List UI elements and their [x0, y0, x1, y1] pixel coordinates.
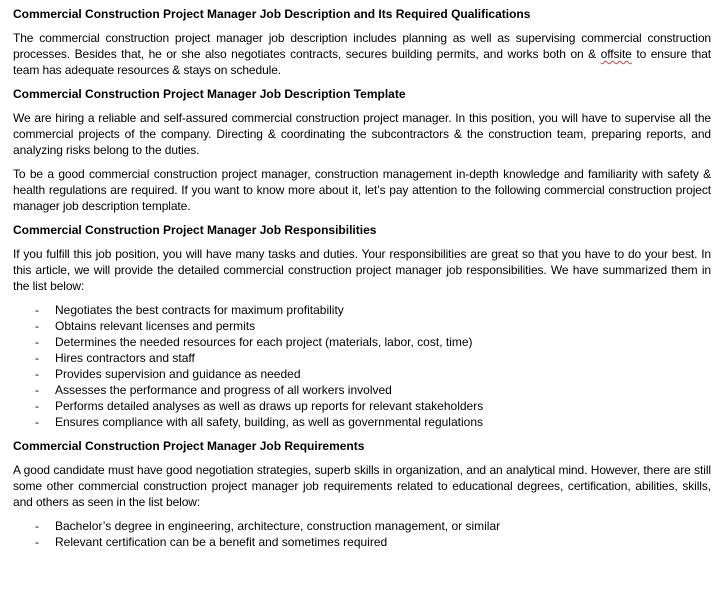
bullet-dash: -	[35, 383, 39, 397]
list-item	[13, 302, 711, 318]
heading-responsibilities: Commercial Construction Project Manager Job Responsibilities	[13, 223, 377, 237]
list-item	[13, 366, 711, 382]
paragraph-knowledge: To be a good commercial construction project manager, construction management in-depth knowledge and familiarity with safety & health regulations are required. If you want to know more about it, let’s pay attention to the following commercial construction project manager job description template.	[13, 167, 711, 213]
list-item-text: Obtains relevant licenses and permits	[55, 319, 256, 333]
paragraph-intro	[13, 30, 711, 78]
list-item-text: Determines the needed resources for each project (materials, labor, cost, time)	[55, 335, 473, 349]
bullet-dash: -	[35, 367, 39, 381]
intro-text-b: to ensure that team has adequate resources & stays on schedule.	[13, 47, 712, 77]
list-item	[13, 350, 711, 366]
bullet-dash: -	[35, 319, 39, 333]
paragraph-requirements: A good candidate must have good negotiation strategies, superb skills in organization, and an analytical mind. However, there are still some other commercial construction project manager job requirements related to educational degrees, certification, abilities, skills, and others as seen in the list below:	[13, 463, 711, 509]
heading-qualifications: Commercial Construction Project Manager Job Description and Its Required Qualifications	[13, 7, 531, 21]
list-item	[13, 414, 711, 430]
responsibilities-list	[13, 302, 711, 430]
list-item-text: Hires contractors and staff	[55, 351, 195, 365]
list-item-text: Ensures compliance with all safety, building, as well as governmental regulations	[55, 415, 483, 429]
heading-template: Commercial Construction Project Manager Job Description Template	[13, 87, 406, 101]
spellcheck-word-offsite: offsite	[600, 47, 632, 61]
bullet-dash: -	[35, 303, 39, 317]
bullet-dash: -	[35, 351, 39, 365]
list-item	[13, 518, 711, 534]
heading-requirements: Commercial Construction Project Manager Job Requirements	[13, 439, 365, 453]
bullet-dash: -	[35, 399, 39, 413]
list-item	[13, 318, 711, 334]
list-item	[13, 398, 711, 414]
intro-text-a: The commercial construction project manager job description includes planning as well as supervising commercial construction processes. Besides that, he or she also negotiates contracts, secures building permits, and works both on &	[13, 31, 711, 61]
list-item	[13, 334, 711, 350]
bullet-dash: -	[35, 535, 39, 549]
bullet-dash: -	[35, 519, 39, 533]
requirements-list	[13, 518, 711, 550]
list-item-text: Assesses the performance and progress of all workers involved	[55, 383, 392, 397]
paragraph-responsibilities: If you fulfill this job position, you will have many tasks and duties. Your responsibilities are great so that you have to do your best. In this article, we will provide the detailed commercial construction project manager job responsibilities. We have summarized them in the list below:	[13, 247, 711, 293]
list-item-text: Negotiates the best contracts for maximum profitability	[55, 303, 344, 317]
list-item-text: Performs detailed analyses as well as draws up reports for relevant stakeholders	[55, 399, 484, 413]
bullet-dash: -	[35, 415, 39, 429]
paragraph-hiring: We are hiring a reliable and self-assured commercial construction project manager. In this position, you will have to supervise all the commercial projects of the company. Directing & coordinating the subcontractors & the construction team, preparing reports, and analyzing risks belong to the duties.	[13, 111, 711, 157]
list-item	[13, 534, 711, 550]
list-item-text: Bachelor’s degree in engineering, architecture, construction management, or similar	[55, 519, 501, 533]
list-item-text: Provides supervision and guidance as needed	[55, 367, 301, 381]
list-item-text: Relevant certification can be a benefit and sometimes required	[55, 535, 388, 549]
list-item	[13, 382, 711, 398]
bullet-dash: -	[35, 335, 39, 349]
